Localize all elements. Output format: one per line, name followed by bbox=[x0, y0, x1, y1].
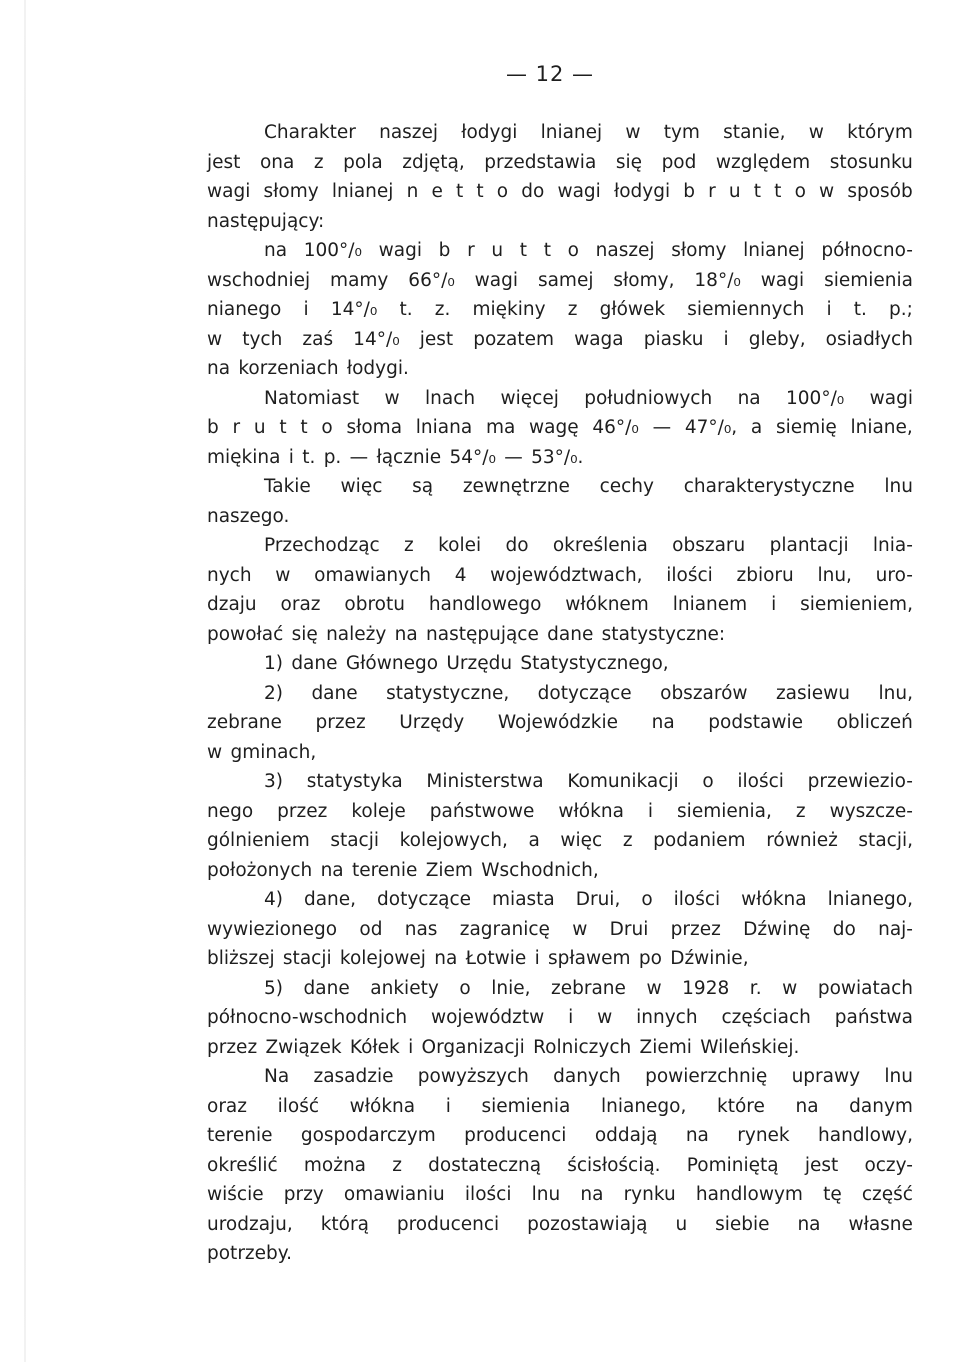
text-line: położonych na terenie Ziem Wschodnich, bbox=[207, 859, 599, 881]
text-line: Charakter naszej łodygi lnianej w tym stanie, w którym bbox=[264, 122, 913, 143]
page-number: — 12 — bbox=[505, 62, 595, 86]
text-line: wschodniej mamy 66°/₀ wagi samej słomy, 18°/₀ wagi siemienia bbox=[207, 269, 913, 291]
text-line: Na zasadzie powyższych danych powierzchnię uprawy lnu bbox=[264, 1066, 913, 1087]
text-line: gólnieniem stacji kolejowych, a więc z podaniem również stacji, bbox=[207, 830, 913, 851]
text-line: 1) dane Głównego Urzędu Statystycznego, bbox=[264, 653, 669, 674]
text-line: miękina i t. p. — łącznie 54°/₀ — 53°/₀. bbox=[207, 446, 584, 468]
text-line: naszego. bbox=[207, 505, 290, 527]
text-line: powołać się należy na następujące dane statystyczne: bbox=[207, 623, 726, 645]
text-line: wiście przy omawianiu ilości lnu na rynku handlowym tę część bbox=[207, 1184, 913, 1205]
text-line: 5) dane ankiety o lnie, zebrane w 1928 r. w powiatach bbox=[264, 977, 913, 999]
text-line: nianego i 14°/₀ t. z. miękiny z główek siemiennych i t. p.; bbox=[207, 299, 913, 320]
text-line: w tych zaś 14°/₀ jest pozatem waga piasku i gleby, osiadłych bbox=[207, 328, 913, 350]
text-line: b r u t t o słoma lniana ma wagę 46°/₀ — 47°/₀, a siemię lniane, bbox=[207, 417, 913, 438]
text-line: nego przez koleje państwowe włókna i siemienia, z wyszcze- bbox=[207, 800, 913, 822]
text-line: Przechodząc z kolei do określenia obszaru plantacji lnia- bbox=[264, 535, 913, 556]
text-line: Takie więc są zewnętrzne cechy charakterystyczne lnu bbox=[264, 476, 913, 497]
scan-edge-shadow bbox=[24, 0, 26, 1362]
text-line: następujący: bbox=[207, 210, 325, 232]
text-line: wagi słomy lnianej n e t t o do wagi łodygi b r u t t o w sposób bbox=[207, 181, 913, 202]
text-line: 2) dane statystyczne, dotyczące obszarów zasiewu lnu, bbox=[264, 682, 913, 704]
text-line: na korzeniach łodygi. bbox=[207, 358, 409, 379]
text-line: oraz ilość włókna i siemienia lnianego, które na danym bbox=[207, 1095, 913, 1117]
text-line: 4) dane, dotyczące miasta Drui, o ilości włókna lnianego, bbox=[264, 889, 913, 910]
text-line: nych w omawianych 4 województwach, ilości zbioru lnu, uro- bbox=[207, 564, 913, 586]
text-line: zebrane przez Urzędy Wojewódzkie na podstawie obliczeń bbox=[207, 712, 913, 733]
text-line: Natomiast w lnach więcej południowych na 100°/₀ wagi bbox=[264, 387, 913, 409]
text-line: określić można z dostateczną ścisłością. Pominiętą jest oczy- bbox=[207, 1154, 913, 1176]
text-line: dzaju oraz obrotu handlowego włóknem lnianem i siemieniem, bbox=[207, 594, 913, 615]
text-line: północno-wschodnich województw i w innych częściach państwa bbox=[207, 1007, 913, 1028]
text-line: na 100°/₀ wagi b r u t t o naszej słomy lnianej północno- bbox=[264, 240, 913, 261]
text-line: potrzeby. bbox=[207, 1243, 292, 1264]
text-line: jest ona z pola zdjętą, przedstawia się pod względem stosunku bbox=[207, 151, 913, 173]
text-line: urodzaju, którą producenci pozostawiają u siebie na własne bbox=[207, 1213, 913, 1235]
body-text bbox=[207, 118, 913, 1269]
text-line: 3) statystyka Ministerstwa Komunikacji o ilości przewiezio- bbox=[264, 771, 913, 792]
text-line: w gminach, bbox=[207, 741, 317, 763]
text-line: bliższej stacji kolejowej na Łotwie i spławem po Dźwinie, bbox=[207, 948, 749, 969]
text-line: przez Związek Kółek i Organizacji Rolniczych Ziemi Wileńskiej. bbox=[207, 1036, 800, 1058]
text-line: wywiezionego od nas zagranicę w Drui przez Dźwinę do naj- bbox=[207, 918, 913, 940]
text-line: terenie gospodarczym producenci oddają na rynek handlowy, bbox=[207, 1125, 913, 1146]
